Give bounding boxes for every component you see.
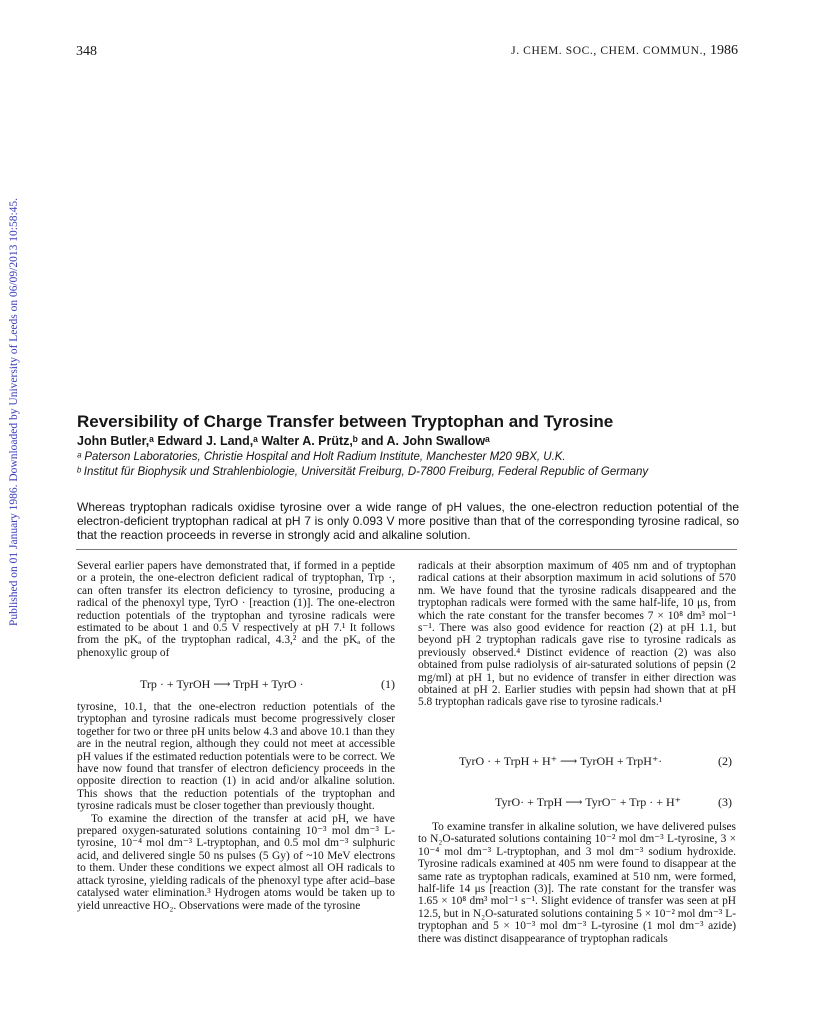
affiliation-b: ᵇ Institut für Biophysik und Strahlenbiologie, Universität Freiburg, D-7800 Freiburg, Federal Republic of Germany (77, 466, 649, 478)
paragraph: To examine transfer in alkaline solution, we have delivered pulses to N₂O-saturated solutions containing 10⁻² mol dm⁻³ L-tyrosine, 3 × 10⁻⁴ mol dm⁻³ L-tryptophan, and 3 mol dm⁻³ sodium hydroxide. Tyrosine radicals examined at 405 nm were found to disappear at the same rate as tryptophan radicals, examined at 510 nm, were formed, half-life 14 μs [reaction (3)]. The rate constant for the transfer was 1.65 × 10⁸ dm³ mol⁻¹ s⁻¹. Slight evidence of transfer was seen at pH 12.5, but in N₂O-saturated solutions containing 5 × 10⁻² mol dm⁻³ L-tryptophan and 5 × 10⁻³ mol dm⁻³ L-tyrosine (1 mol dm⁻³ azide) there was distinct disappearance of tryptophan radicals (418, 821, 736, 945)
right-column-para-2 (418, 821, 736, 945)
left-column-body (77, 701, 395, 912)
equation-3: TyrO· + TrpH ⟶ TyrO⁻ + Trp · + H⁺ (495, 795, 681, 809)
equation-2-number: (2) (718, 754, 732, 768)
paragraph: radicals at their absorption maximum of 405 nm and of tryptophan radical cations at their absorption maximum in acid solutions of 570 nm. We have found that the tyrosine radicals disappeared and the tryptophan radicals were formed with the same half-life, 10 μs, from which the rate constant for the transfer becomes 7 × 10⁸ dm³ mol⁻¹ s⁻¹. There was also good evidence for reaction (2) at pH 1.1, but beyond pH 2 tryptophan radicals gave rise to tyrosine radicals as previously observed.⁴ Distinct evidence of reaction (2) was also obtained from pulse radiolysis of air-saturated solutions of pepsin (2 mg/ml) at pH 1, but no evidence of transfer in either direction was obtained at pH 2. Earlier studies with pepsin had shown that at pH 5.8 tryptophan radicals gave rise to tyrosine radicals.¹ (418, 560, 736, 709)
section-divider (76, 549, 737, 550)
paragraph: tyrosine, 10.1, that the one-electron reduction potentials of the tryptophan and tyrosine radicals must become progressively closer together for two or three pH units below 4.3 and above 10.1 than they are in the neutral region, although they could not meet at accessible pH values if the estimated reduction potentials were to be correct. We have now found that transfer of electron deficiency proceeds in the opposite direction to reaction (1) in acid and/or alkaline solution. This shows that the reduction potentials of the tryptophan and tyrosine radicals must be closer together than previously thought. (77, 701, 395, 813)
left-column-para-1 (77, 560, 395, 659)
equation-1: Trp · + TyrOH ⟶ TrpH + TyrO · (140, 677, 304, 691)
journal-header (511, 43, 738, 59)
journal-year: 1986 (710, 43, 738, 58)
equation-3-number: (3) (718, 795, 732, 809)
abstract: Whereas tryptophan radicals oxidise tyrosine over a wide range of pH values, the one-electron reduction potential of the electron-deficient tryptophan radical at pH 7 is only 0.093 V more positive than that of the corresponding tyrosine radical, so that the reaction proceeds in reverse in strongly acid and alkaline solution. (77, 500, 739, 542)
affiliation-a: ᵃ Paterson Laboratories, Christie Hospital and Holt Radium Institute, Manchester M20 9BX, U.K. (77, 451, 566, 463)
right-column-para-1 (418, 560, 736, 709)
equation-2: TyrO · + TrpH + H⁺ ⟶ TyrOH + TrpH⁺· (459, 754, 663, 768)
paragraph: Several earlier papers have demonstrated that, if formed in a peptide or a protein, the one-electron deficient radical of tryptophan, Trp ·, can often transfer its electron deficiency to tyrosine, producing a radical of the phenoxyl type, TyrO · [reaction (1)]. The one-electron reduction potentials of the tryptophan and tyrosine radicals were estimated to be about 1 and 0.5 V respectively at pH 7.¹ It follows from the pKₐ of the tryptophan radical, 4.3,² and the pKₐ of the phenoxylic group of (77, 560, 395, 659)
paragraph: To examine the direction of the transfer at acid pH, we have prepared oxygen-saturated solutions containing 10⁻³ mol dm⁻³ L-tyrosine, 10⁻⁴ mol dm⁻³ L-tryptophan, and 0.5 mol dm⁻³ sulphuric acid, and delivered single 50 ns pulses (5 Gy) of ~10 MeV electrons to them. Under these conditions we expect almost all OH radicals to attack tyrosine, yielding radicals of the phenoxyl type after acid–base catalysed water elimination.³ Hydrogen atoms would be taken up to yield unreactive HO₂. Observations were made of the tyrosine (77, 812, 395, 912)
article-title: Reversibility of Charge Transfer between Tryptophan and Tyrosine (77, 412, 614, 431)
equation-1-number: (1) (381, 677, 395, 691)
author-list: John Butler,ᵃ Edward J. Land,ᵃ Walter A. Prütz,ᵇ and A. John Swallowᵃ (77, 434, 490, 448)
journal-name: J. CHEM. SOC., CHEM. COMMUN., (511, 45, 707, 57)
download-watermark[interactable]: Published on 01 January 1986. Downloaded by University of Leeds on 06/09/2013 10:58:45. (8, 197, 20, 626)
page-number: 348 (76, 44, 97, 59)
